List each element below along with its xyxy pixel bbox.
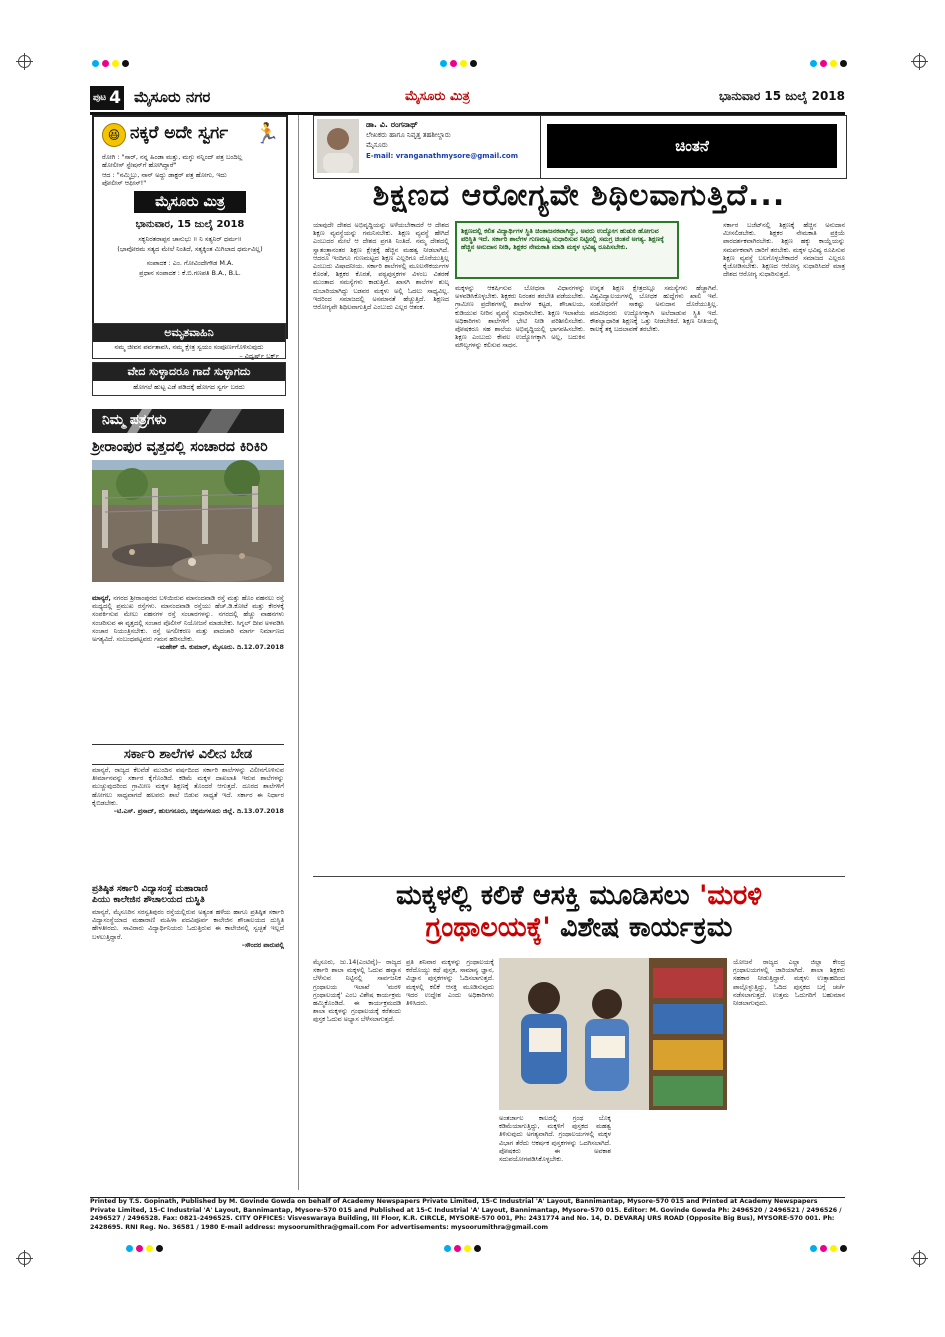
- letter-1-heading: ಶ್ರೀರಾಂಪುರ ವೃತ್ತದಲ್ಲಿ ಸಂಚಾರದ ಕಿರಿಕಿರಿ: [92, 439, 268, 455]
- publisher-line: [94, 269, 286, 277]
- article-column-3-text: ಉನ್ನತ ಶಿಕ್ಷಣ ಕ್ಷೇತ್ರದಲ್ಲೂ ಸಮಸ್ಯೆಗಳು ಹೆಚ್ಚಾಗಿವೆ. ವಿಶ್ವವಿದ್ಯಾಲಯಗಳಲ್ಲಿ ಬೋಧಕ ಹುದ್ದೆಗಳು ಖಾಲಿ ಇವೆ. ಸಂಶೋಧನೆಗೆ ಸಾಕಷ್ಟು ಅನುದಾನ ದೊರೆಯುತ್ತಿಲ್ಲ. ಪದವೀಧರರು ಉದ್ಯೋಗಕ್ಕಾಗಿ ಅಲೆದಾಡುವ ಸ್ಥಿತಿ ಇದೆ. ಕೌಶಲ್ಯಾಧಾರಿತ ಶಿಕ್ಷಣಕ್ಕೆ ಒತ್ತು ನೀಡಬೇಕಿದೆ. ಶಿಕ್ಷಣ ನೀತಿಯಲ್ಲಿ ಕಾಲಕ್ಕೆ ತಕ್ಕ ಬದಲಾವಣೆ ತರಬೇಕು.: [590, 284, 718, 334]
- amritavahini-title: ಅಮೃತವಾಹಿನಿ: [93, 324, 285, 342]
- letter-2-text: ಮಾನ್ಯರೆ, ರಾಜ್ಯದ ಕೆಲವೆಡೆ ಮುಂದಿನ ವರ್ಷದಿಂದ ಸರ್ಕಾರಿ ಶಾಲೆಗಳನ್ನು ವಿಲೀನಗೊಳಿಸುವ ತೀರ್ಮಾನವನ್ನು ಸರ್ಕಾರ ಕೈಗೊಂಡಿದೆ. ಕಡಿಮೆ ಮಕ್ಕಳ ದಾಖಲಾತಿ ಇರುವ ಶಾಲೆಗಳನ್ನು ಮುಚ್ಚುವುದರಿಂದ ಗ್ರಾಮೀಣ ಮಕ್ಕಳ ಶಿಕ್ಷಣಕ್ಕೆ ತೊಂದರೆ ಆಗುತ್ತದೆ. ದೂರದ ಶಾಲೆಗಳಿಗೆ ಹೋಗಲು ಸಾಧ್ಯವಾಗದೆ ಹಲವರು ಶಾಲೆ ಬಿಡುವ ಸಾಧ್ಯತೆ ಇದೆ. ಸರ್ಕಾರ ಈ ನಿರ್ಧಾರ ಕೈಬಿಡಬೇಕು.: [92, 766, 284, 807]
- publisher-name: ಪ್ರಧಾನ ಸಂಪಾದಕ : ಕೆ.ಬಿ.ಗಣಪತಿ: [139, 269, 210, 277]
- joke-line-3: ಆದ : "ನಮ್ಮಿಬ್ರು, ನಾನ್ ಅದ್ದು ಡಾಕ್ಟರ್ ಪತ್ರ ಹೋಗು, ಇದು: [102, 171, 227, 179]
- veda-title: ವೇದ ಸುಳ್ಳಾದರೂ ಗಾದೆ ಸುಳ್ಳಾಗದು: [93, 363, 285, 381]
- letter-3-signature: –ಸೌಂದರ ಪಾರುಪಲ್ಲಿ: [241, 940, 284, 949]
- letter-2-heading: ಸರ್ಕಾರಿ ಶಾಲೆಗಳ ವಿಲೀನ ಬೇಡ: [92, 744, 284, 765]
- letter-3-body: [92, 908, 284, 1192]
- article-column-1: [313, 221, 449, 873]
- letter-1-body: [92, 594, 284, 740]
- author-photo: [317, 119, 359, 173]
- laughing-face-icon: 😆: [102, 123, 126, 147]
- library-headline-part-4: ವಿಶೇಷ ಕಾರ್ಯಕ್ರಮ: [560, 912, 733, 943]
- library-column-3: [499, 1114, 611, 1192]
- veda-text: ಹೋಗಲೆ ಹುಟ್ಟ ಎಡೆ ಪಡಿದಕ್ಕೆ ಹೋಗದ ಸ್ವರ್ಗ ಬರದು: [133, 383, 245, 391]
- letter-1-salutation: ಮಾನ್ಯರೆ,: [92, 594, 111, 602]
- color-bar-top-center: [440, 60, 477, 67]
- letter-3-heading: [92, 884, 284, 906]
- author-name: ಡಾ. ವಿ. ರಂಗನಾಥ್: [366, 120, 418, 129]
- letter-3-heading-line-2: ಪಿಯು ಕಾಲೇಜಿನ ಶೌಚಾಲಯದ ದುಸ್ಥಿತಿ: [92, 895, 205, 905]
- library-headline-part-1: ಮಕ್ಕಳಲ್ಲಿ ಕಲಿಕೆ ಆಸಕ್ತಿ ಮೂಡಿಸಲು: [395, 880, 690, 911]
- letter-1-signature: –ಮಹೇಶ್ ಜಿ. ಕುಮಾರ್, ಮೈಸೂರು. ದಿ.12.07.2018: [156, 643, 284, 652]
- library-headline-line-2: [313, 912, 845, 944]
- page-header: [90, 86, 845, 115]
- nakkare-box: [92, 115, 288, 339]
- header-date: ಭಾನುವಾರ 15 ಜುಲೈ 2018: [719, 89, 845, 103]
- letter-3-text: ಮಾನ್ಯರೆ, ಮೈಸೂರಿನ ಸರಸ್ವತಿಪುರಂ ರಸ್ತೆಯಲ್ಲಿರುವ ಅತ್ಯಂತ ಹಳೆಯ ಹಾಗೂ ಪ್ರತಿಷ್ಠಿತ ಸರ್ಕಾರಿ ವಿದ್ಯಾಸಂಸ್ಥೆಯಾದ ಮಹಾರಾಣಿ ಮಹಿಳಾ ಪದವಿಪೂರ್ವ ಕಾಲೇಜಿನ ಶೌಚಾಲಯದ ದುಸ್ಥಿತಿ ಹೇಳತೀರದು. ಸಾವಿರಾರು ವಿದ್ಯಾರ್ಥಿನಿಯರು ಓದುತ್ತಿರುವ ಈ ಕಾಲೇಜಿನಲ್ಲಿ ಸ್ವಚ್ಛತೆ ಇಲ್ಲದೆ ಬಳಲುತ್ತಿದ್ದಾರೆ.: [92, 908, 284, 941]
- color-bar-top-right: [810, 60, 847, 67]
- masthead-logo: ಮೈಸೂರು ಮಿತ್ರ: [134, 191, 246, 213]
- article-column-2-text: ಮಕ್ಕಳನ್ನು ಆಕರ್ಷಿಸುವ ಬೋಧನಾ ವಿಧಾನಗಳನ್ನು ಅಳವಡಿಸಿಕೊಳ್ಳಬೇಕು. ಶಿಕ್ಷಕರು ನಿರಂತರ ತರಬೇತಿ ಪಡೆಯಬೇಕು. ಗ್ರಾಮೀಣ ಪ್ರದೇಶಗಳಲ್ಲಿ ಶಾಲೆಗಳ ಕಟ್ಟಡ, ಶೌಚಾಲಯ, ಕುಡಿಯುವ ನೀರಿನ ವ್ಯವಸ್ಥೆ ಸುಧಾರಿಸಬೇಕು. ಶಿಕ್ಷಣ ಇಲಾಖೆಯ ಅಧಿಕಾರಿಗಳು ಶಾಲೆಗಳಿಗೆ ಭೇಟಿ ನೀಡಿ ಪರಿಶೀಲಿಸಬೇಕು. ಪೋಷಕರೂ ಸಹ ಶಾಲೆಯ ಅಭಿವೃದ್ಧಿಯಲ್ಲಿ ಭಾಗವಹಿಸಬೇಕು. ಶಿಕ್ಷಣ ಎಂಬುದು ಕೇವಲ ಉದ್ಯೋಗಕ್ಕಾಗಿ ಅಲ್ಲ, ಬದುಕಿನ ಮೌಲ್ಯಗಳನ್ನು ಕಲಿಸುವ ಸಾಧನ.: [455, 284, 585, 350]
- letter-2-signature: –ಟಿ.ಎಸ್. ಪ್ರಸಾದ್, ಹುಲಗನೂರು, ಚಿಕ್ಕಮಗಳೂರು ಜಿಲ್ಲೆ. ದಿ.13.07.2018: [113, 807, 284, 816]
- registration-mark-top-left: [18, 55, 31, 68]
- amritavahini-text: ನಮ್ಮ ಜೀವನ ಪರ್ವತಾವಸಿ, ನಮ್ಮ ಕ್ಷೇತ್ರ ಸ್ವಯಂ ಸಂಪೂರ್ಣಗೊಳಿಸುವುದು: [114, 343, 264, 351]
- library-column-2-text: ಪ್ರತಿ ಶನಿವಾರ ಮಕ್ಕಳನ್ನು ಗ್ರಂಥಾಲಯಕ್ಕೆ ಕರೆದೊಯ್ದು ಕಥೆ ಪುಸ್ತಕ, ಸಾಮಾನ್ಯ ಜ್ಞಾನ, ವಿಜ್ಞಾನ ಪುಸ್ತಕಗಳನ್ನು ಓದಿಸಲಾಗುತ್ತದೆ. ಮಕ್ಕಳಲ್ಲಿ ಕಲಿಕೆ ಆಸಕ್ತಿ ಮೂಡಿಸುವುದು ಇದರ ಉದ್ದೇಶ ಎಂದು ಅಧಿಕಾರಿಗಳು ತಿಳಿಸಿದರು.: [406, 958, 494, 1008]
- page-number: 4: [109, 88, 122, 108]
- article-column-3: [590, 284, 718, 873]
- masthead-tagline-translation: (ಭಾವೋರಮ ಸತ್ಯದ ಮೇಲೆ ನಿಂತಿದೆ, ಸತ್ಯಕ್ಕಿಂತ ಮಿಗಿಲಾದ ಧರ್ಮವಿಲ್ಲ): [117, 245, 263, 253]
- stick-figure-icon: 🏃: [254, 121, 280, 145]
- page-label: ಪುಟ: [92, 93, 107, 103]
- color-bar-top-left: [92, 60, 129, 67]
- paper-logo: ಮೈಸೂರು ಮಿತ್ರ: [405, 89, 470, 104]
- article-column-1-text: ಯಾವುದೇ ದೇಶದ ಅಭಿವೃದ್ಧಿಯನ್ನು ಅಳೆಯಬೇಕಾದರೆ ಆ ದೇಶದ ಶಿಕ್ಷಣ ವ್ಯವಸ್ಥೆಯನ್ನು ಗಮನಿಸಬೇಕು. ಶಿಕ್ಷಣ ವ್ಯವಸ್ಥೆ ಹೇಗಿದೆ ಎಂಬುದರ ಮೇಲೆ ಆ ದೇಶದ ಪ್ರಗತಿ ನಿಂತಿದೆ. ನಮ್ಮ ದೇಶದಲ್ಲಿ ಸ್ವಾತಂತ್ರ್ಯಾನಂತರ ಶಿಕ್ಷಣ ಕ್ಷೇತ್ರಕ್ಕೆ ಹೆಚ್ಚಿನ ಮಹತ್ವ ನೀಡಲಾಗಿದೆ. ಆದರೂ ಇಂದಿಗೂ ಗುಣಮಟ್ಟದ ಶಿಕ್ಷಣ ಎಲ್ಲರಿಗೂ ದೊರೆಯುತ್ತಿಲ್ಲ ಎಂಬುದು ವಿಷಾದನೀಯ. ಸರ್ಕಾರಿ ಶಾಲೆಗಳಲ್ಲಿ ಮೂಲಸೌಕರ್ಯಗಳ ಕೊರತೆ, ಶಿಕ್ಷಕರ ಕೊರತೆ, ಪಠ್ಯಪುಸ್ತಕಗಳ ವಿಳಂಬ ವಿತರಣೆ ಮುಂತಾದ ಸಮಸ್ಯೆಗಳು ಕಾಡುತ್ತಿವೆ. ಖಾಸಗಿ ಶಾಲೆಗಳ ಶುಲ್ಕ ದುಬಾರಿಯಾಗಿದ್ದು ಬಡವರ ಮಕ್ಕಳು ಅಲ್ಲಿ ಓದಲು ಸಾಧ್ಯವಿಲ್ಲ. ಇದರಿಂದ ಸಮಾಜದಲ್ಲಿ ಅಸಮಾನತೆ ಹೆಚ್ಚುತ್ತಿದೆ. ಶಿಕ್ಷಣದ ಆರೋಗ್ಯವೇ ಶಿಥಿಲವಾಗುತ್ತಿದೆ ಎಂಬುದು ಎಲ್ಲರ ಆತಂಕ.: [313, 221, 449, 312]
- library-headline-line-1: [313, 880, 845, 912]
- color-bar-bottom-right: [810, 1245, 847, 1252]
- nakkare-title: ನಕ್ಕರೆ ಅದೇ ಸ್ವರ್ಗ: [130, 123, 229, 143]
- author-portrait-graphic: [317, 119, 359, 173]
- publisher-qualification: B.A., B.L.: [211, 269, 241, 277]
- article-headline: ಶಿಕ್ಷಣದ ಆರೋಗ್ಯವೇ ಶಿಥಿಲವಾಗುತ್ತಿದೆ...: [372, 178, 786, 213]
- editor-line: [94, 259, 286, 267]
- article-column-2: [455, 284, 585, 873]
- author-city: ಮೈಸೂರು: [366, 141, 388, 149]
- letter-1-text: ನಗರದ ಶ್ರೀರಾಂಪುರದ ಬಳಿಯಿರುವ ಮಾನಂದವಾಡಿ ರಸ್ತೆ ಮತ್ತು ಹೊಂ ವಹನಲು ರಸ್ತೆ ಮಧ್ಯದಲ್ಲಿ ಪ್ರಮುಖ ರಸ್ತೆಗಳು. ಮಾನಂದವಾಡಿ ರಸ್ತೆಯು ಹೆಚ್.ಡಿ.ಕೋಟೆ ಮತ್ತು ಕೇರಳಕ್ಕೆ ಸಂಪರ್ಕಿಸುವ ಮೇಲು ವಹನಗಳ ರಸ್ತೆ ಸಂಚಾರಗಳನ್ನು. ನಗರದಲ್ಲಿ ಹೆಚ್ಚು ವಾಹನಗಳು ಸಂಚರಿಸುವ ಈ ವೃತ್ತದಲ್ಲಿ ಸಂಚಾರ ಪೊಲೀಸ್ ನಿಯೋಜನೆ ಮಾಡಬೇಕು. ಸಿಗ್ನಲ್ ದೀಪ ಅಳವಡಿಸಿ ಸಂಚಾರ ನಿಯಂತ್ರಿಸಬೇಕು. ರಸ್ತೆ ಅಗಲೀಕರಣ ಮತ್ತು ಪಾದಚಾರಿ ಮಾರ್ಗ ನಿರ್ಮಾಣದ ಅಗತ್ಯವಿದೆ. ಸಂಬಂಧಪಟ್ಟವರು ಗಮನ ಹರಿಸಬೇಕು.: [92, 594, 284, 644]
- joke-line-2: ಹೋಲೀಸ್ ಸ್ಟೇಷನ್‌ಗೆ ಹೋಗಿದ್ದಾರೆ": [102, 161, 177, 169]
- library-headline-part-3: ಗ್ರಂಥಾಲಯಕ್ಕೆ': [425, 912, 551, 943]
- library-headline: [313, 880, 845, 950]
- joke-line-1: ರೋಗಿ : "ಸಾರ್, ನನ್ನ ಹಿಂಡಾ ಮತ್ತು, ಮಗ್ಳು ನನ್ನಿಂದ್ ಪತ್ರ ಬಂದಿಲ್ಲ: [102, 153, 243, 161]
- column-label: ಚಿಂತನೆ: [547, 124, 837, 168]
- color-bar-bottom-center: [444, 1245, 481, 1252]
- author-box: [313, 115, 541, 179]
- library-column-1-text: ಮೈಸೂರು, ಜು.14(ಎಂಟಿವೈ)– ರಾಜ್ಯದ ಸರ್ಕಾರಿ ಶಾಲಾ ಮಕ್ಕಳಲ್ಲಿ ಓದುವ ಹವ್ಯಾಸ ಬೆಳೆಸುವ ನಿಟ್ಟಿನಲ್ಲಿ ಸಾರ್ವಜನಿಕ ಗ್ರಂಥಾಲಯ ಇಲಾಖೆ 'ಮರಳಿ ಗ್ರಂಥಾಲಯಕ್ಕೆ' ಎಂಬ ವಿಶೇಷ ಕಾರ್ಯಕ್ರಮ ಹಮ್ಮಿಕೊಂಡಿದೆ. ಈ ಕಾರ್ಯಕ್ರಮದಡಿ ಶಾಲಾ ಮಕ್ಕಳನ್ನು ಗ್ರಂಥಾಲಯಕ್ಕೆ ಕರೆತಂದು ಪುಸ್ತಕ ಓದುವ ಅಭ್ಯಾಸ ಬೆಳೆಸಲಾಗುತ್ತದೆ.: [313, 958, 401, 1024]
- editor-name: ಸಂಪಾದಕ : ಎಂ. ಗೋವಿಂದೇಗೌಡ: [146, 259, 218, 267]
- author-role: ಲೇಖಕರು ಹಾಗೂ ನಿವೃತ್ತ ತಹಶೀಲ್ದಾರು: [366, 131, 451, 139]
- library-headline-part-2: 'ಮರಳಿ: [699, 880, 763, 911]
- editor-qualification: M.A.: [219, 259, 234, 267]
- letter-2-body: [92, 766, 284, 880]
- masthead-date: ಭಾನುವಾರ, 15 ಜುಲೈ 2018: [135, 219, 245, 230]
- page-number-box: [90, 86, 124, 110]
- library-column-1: [313, 958, 401, 1192]
- registration-mark-top-right: [913, 55, 926, 68]
- amritavahini-box: [92, 323, 286, 359]
- article-column-4: [723, 221, 845, 873]
- library-column-4-text: ಯೋಜನೆ ರಾಜ್ಯದ ಎಲ್ಲಾ ಜಿಲ್ಲಾ ಕೇಂದ್ರ ಗ್ರಂಥಾಲಯಗಳಲ್ಲಿ ಜಾರಿಯಾಗಿದೆ. ಶಾಲಾ ಶಿಕ್ಷಕರು ಸಹಕಾರ ನೀಡುತ್ತಿದ್ದಾರೆ. ಮಕ್ಕಳು ಉತ್ಸಾಹದಿಂದ ಪಾಲ್ಗೊಳ್ಳುತ್ತಿದ್ದು, ಓದಿದ ಪುಸ್ತಕದ ಬಗ್ಗೆ ಚರ್ಚೆ ನಡೆಸಲಾಗುತ್ತದೆ. ಉತ್ತಮ ಓದುಗರಿಗೆ ಬಹುಮಾನ ನೀಡಲಾಗುವುದು.: [733, 958, 845, 1008]
- garbage-photo-image: [92, 460, 284, 582]
- pull-quote: ಶಿಕ್ಷಣದಲ್ಲಿ ಕಲಿತ ವಿದ್ಯಾರ್ಥಿಗಳ ಸ್ಥಿತಿ ಚಿಂತಾಜನಕವಾಗಿದ್ದು, ಅವರು ಉದ್ಯೋಗ ಹುಡುಕಿ ಹೋಗುವ ಪರಿಸ್ಥಿತಿ ಇದೆ. ಸರ್ಕಾರಿ ಶಾಲೆಗಳ ಗುಣಮಟ್ಟ ಸುಧಾರಿಸುವ ನಿಟ್ಟಿನಲ್ಲಿ ಸಮಗ್ರ ಚಿಂತನೆ ಅಗತ್ಯ. ಶಿಕ್ಷಣಕ್ಕೆ ಹೆಚ್ಚಿನ ಅನುದಾನ ನೀಡಿ, ಶಿಕ್ಷಕರ ನೇಮಕಾತಿ ಮಾಡಿ ಮಕ್ಕಳ ಭವಿಷ್ಯ ರೂಪಿಸಬೇಕು.: [455, 221, 679, 279]
- section-divider: [313, 876, 845, 877]
- masthead-tagline: ಸಕ್ಯನಿರತರಾಪ್ಪನ ಚಾನುಭು ॥ ನಿ ಸತ್ಯನಿರ್ ಧರ್ಮ॥: [138, 235, 242, 243]
- column-divider: [298, 115, 299, 1190]
- children-reading-photo-image: [499, 958, 727, 1110]
- library-column-3-text: ಅಂತರ್ಜಾಲ ಕಾಲದಲ್ಲಿ ಗ್ರಂಥ ಬೊಕ್ಕ ಕಡಿಮೆಯಾಗುತ್ತಿದ್ದು, ಮಕ್ಕಳಿಗೆ ಪುಸ್ತಕದ ಮಹತ್ವ ತಿಳಿಸುವುದು ಅಗತ್ಯವಾಗಿದೆ. ಗ್ರಂಥಾಲಯಗಳಲ್ಲಿ ಮಕ್ಕಳ ವಿಭಾಗ ತೆರೆದು ಆಕರ್ಷಕ ಪುಸ್ತಕಗಳನ್ನು ಒದಗಿಸಲಾಗಿದೆ. ಪೋಷಕರು ಈ ಅವಕಾಶ ಸದುಪಯೋಗಪಡಿಸಿಕೊಳ್ಳಬೇಕು.: [499, 1114, 611, 1164]
- edition-name: ಮೈಸೂರು ನಗರ: [134, 88, 211, 106]
- library-column-4: [733, 958, 845, 1192]
- registration-mark-bottom-right: [913, 1252, 926, 1265]
- registration-mark-bottom-left: [18, 1252, 31, 1265]
- color-bar-bottom-left: [126, 1245, 163, 1252]
- library-column-2: [406, 958, 494, 1192]
- amritavahini-author: – ವಿದ್ವರ್ಷ್ ಬರ್ಕ್: [239, 352, 279, 360]
- joke-line-4: ಪೋಲೀಸ್ ಆಫೀಸ್!": [102, 179, 147, 187]
- garbage-photo: [92, 460, 284, 582]
- footer-imprint: Printed by T.S. Gopinath, Published by M. Govinde Gowda on behalf of Academy Newspapers Private Limited, 15-C Industrial 'A' Layout, Bannimantap, Mysore-570 015 and Printed at Academy Newspapers Private Limited, 15-C Industrial 'A' Layout, Bannimantap, Mysore-570 015 and Published at 15-C Industrial 'A' Layout, Bannimantap, Mysore-570 015. Editor: M. Govinde Gowda Ph: 2496520 / 2496521 / 2496526 / 2496527 / 2496528. Fax: 0821-2496525. CITY OFFICES: Visveswaraya Building, III Floor, K.R. CIRCLE, MYSORE-570 001, Ph: 2431774 and No. 14, D. DEVARAJ URS ROAD (Opposite Big Bus), MYSORE-570 001. Ph: 2428695. RNI Reg. No. 36581 / 1980 E-mail address: mysoorumithra@gmail.com For advertisements: mysoorumithra@gmail.com: [90, 1197, 845, 1232]
- column-label-box: [540, 115, 847, 179]
- letter-3-heading-line-1: ಪ್ರತಿಷ್ಠಿತ ಸರ್ಕಾರಿ ವಿದ್ಯಾಸಂಸ್ಥೆ ಮಹಾರಾಣಿ: [92, 884, 208, 894]
- article-column-4-text: ಸರ್ಕಾರ ಬಜೆಟ್‌ನಲ್ಲಿ ಶಿಕ್ಷಣಕ್ಕೆ ಹೆಚ್ಚಿನ ಅನುದಾನ ಮೀಸಲಿಡಬೇಕು. ಶಿಕ್ಷಕರ ನೇಮಕಾತಿ ಪ್ರಕ್ರಿಯೆ ಪಾರದರ್ಶಕವಾಗಿರಬೇಕು. ಶಿಕ್ಷಣ ಹಕ್ಕು ಕಾಯ್ದೆಯನ್ನು ಸಮರ್ಪಕವಾಗಿ ಜಾರಿಗೆ ತರಬೇಕು. ಮಕ್ಕಳ ಭವಿಷ್ಯ ರೂಪಿಸುವ ಶಿಕ್ಷಣ ವ್ಯವಸ್ಥೆ ಬಲಗೊಳ್ಳಬೇಕಾದರೆ ಸಮಾಜದ ಎಲ್ಲರೂ ಕೈಜೋಡಿಸಬೇಕು. ಶಿಕ್ಷಣದ ಆರೋಗ್ಯ ಸುಧಾರಿಸಿದರೆ ಮಾತ್ರ ದೇಶದ ಆರೋಗ್ಯ ಸುಧಾರಿಸುತ್ತದೆ.: [723, 221, 845, 279]
- letters-banner: [92, 406, 284, 436]
- author-email[interactable]: E-mail: vranganathmysore@gmail.com: [366, 152, 519, 160]
- children-reading-photo: [499, 958, 727, 1110]
- letters-banner-title: ನಿಮ್ಮ ಪತ್ರಗಳು: [102, 412, 167, 428]
- veda-box: [92, 362, 286, 396]
